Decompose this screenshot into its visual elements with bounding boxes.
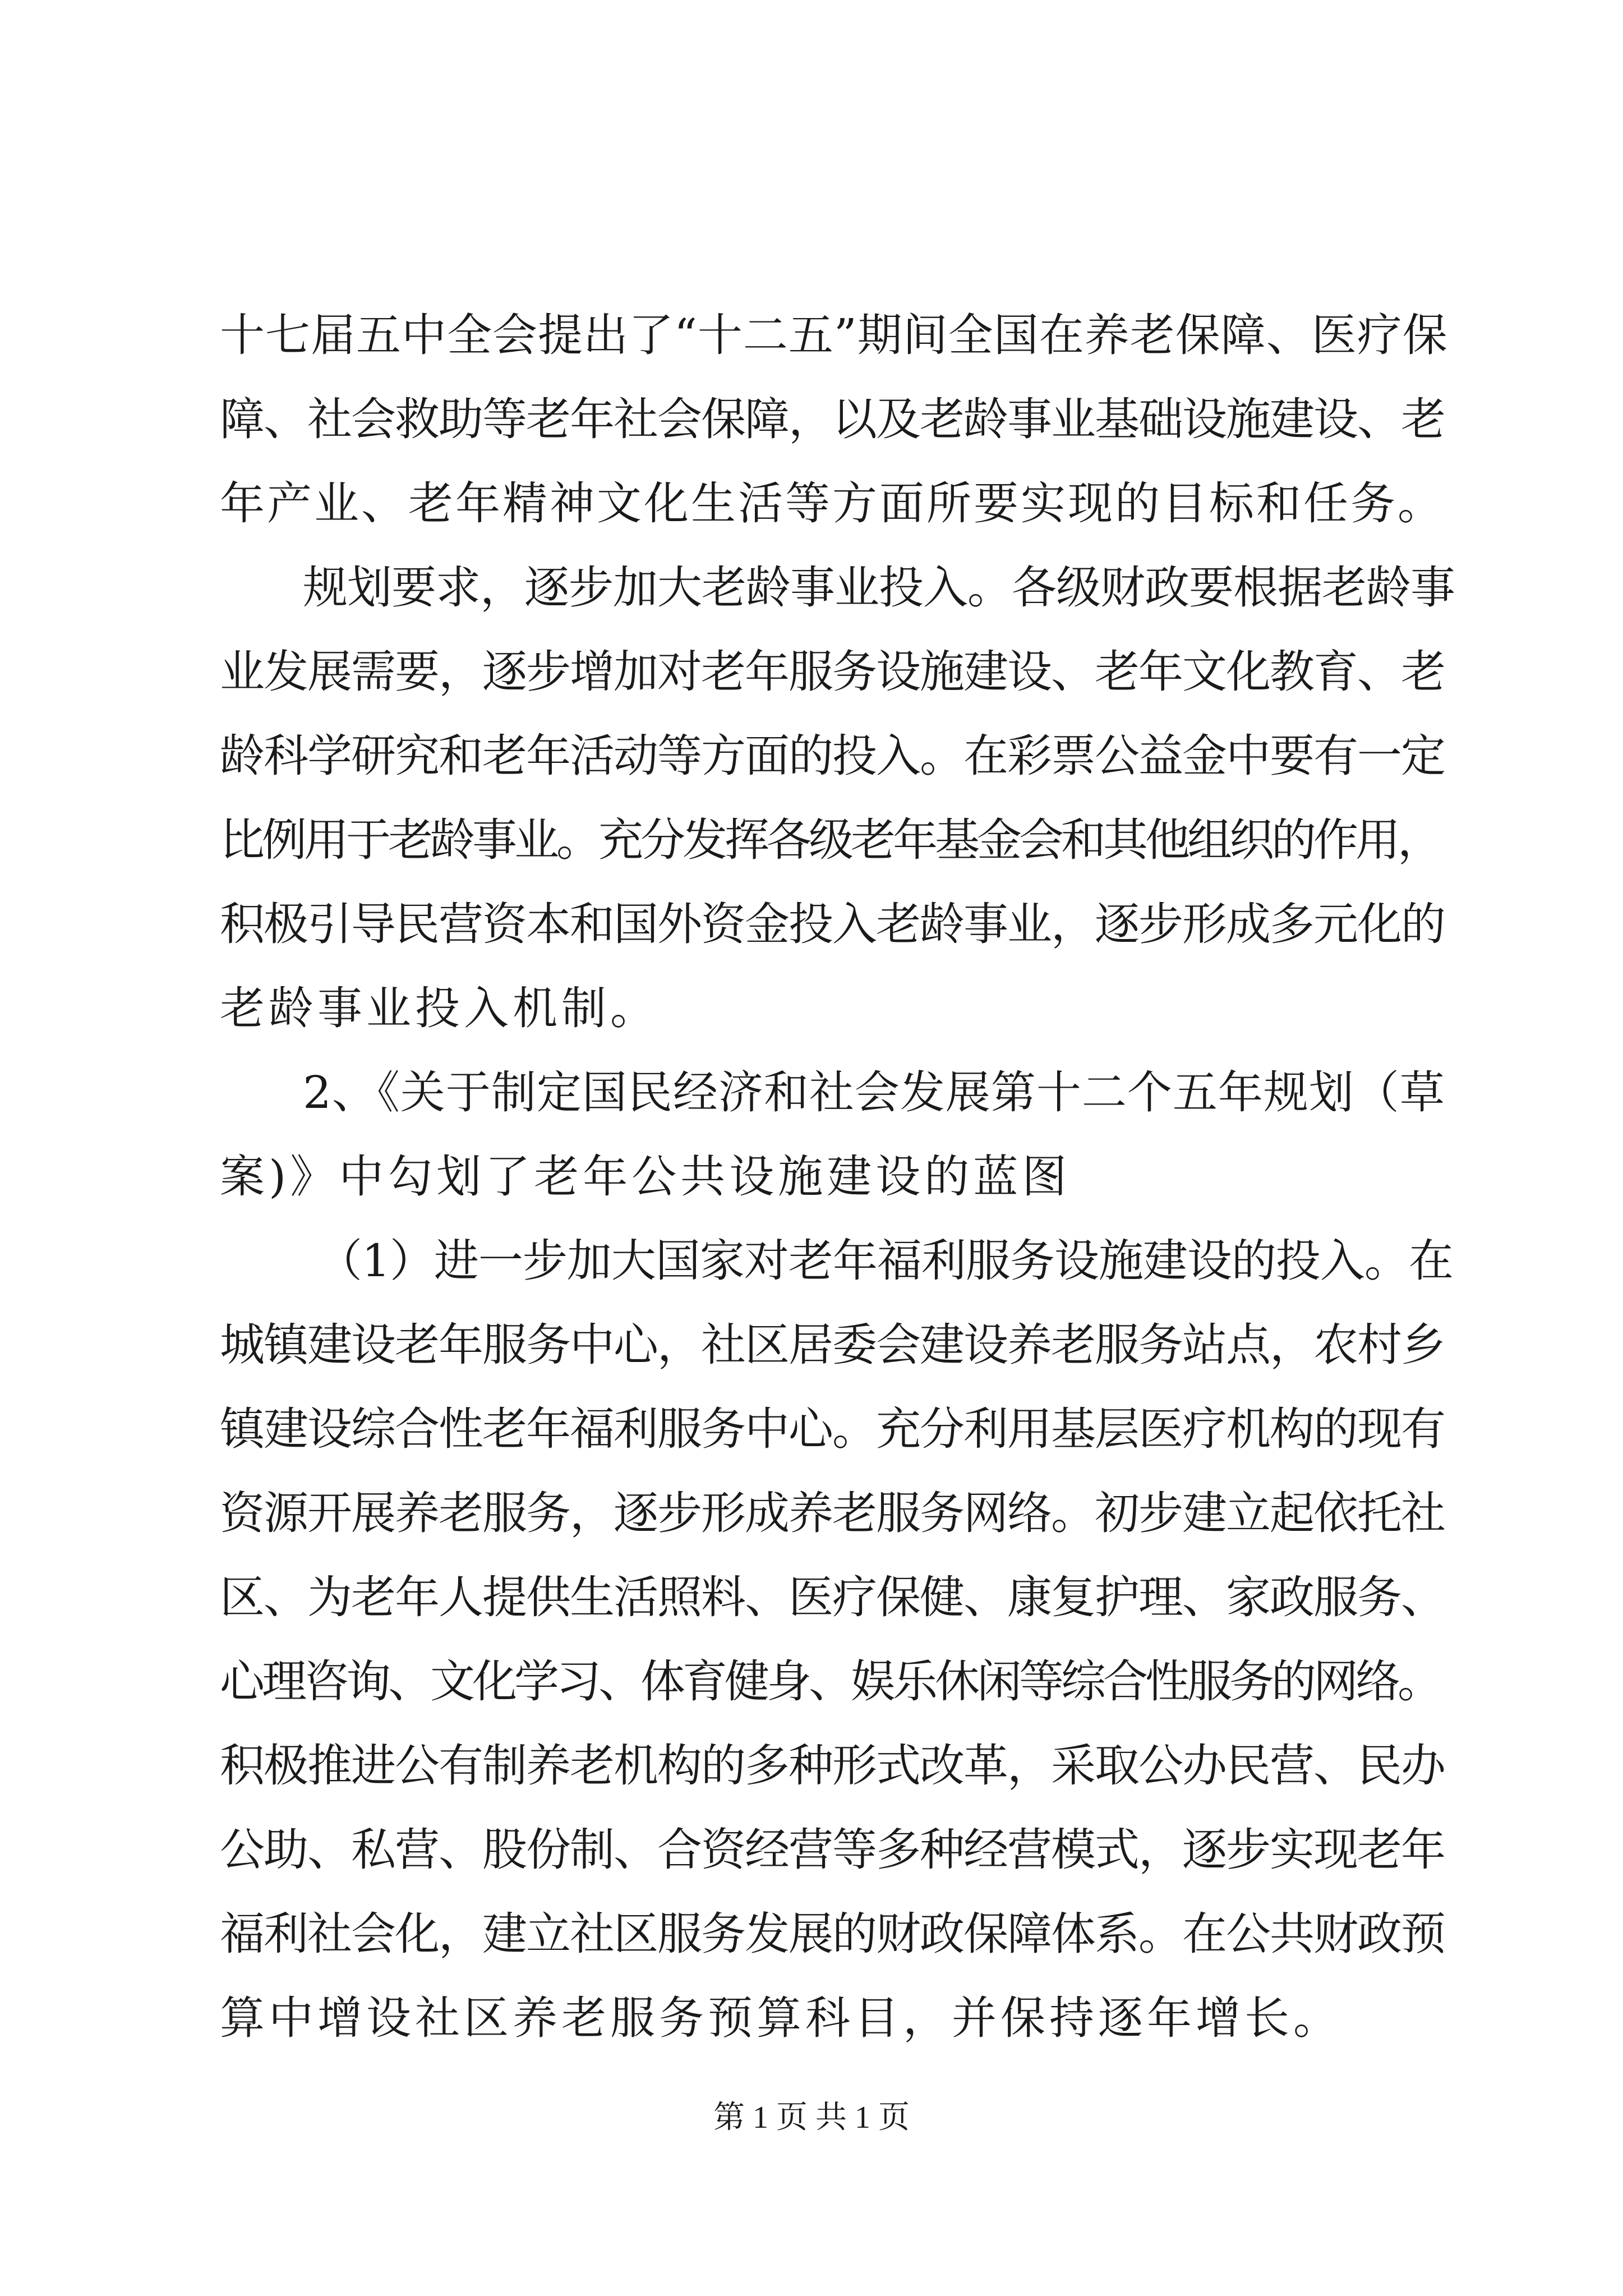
text-line: 年产业、老年精神文化生活等方面所要实现的目标和任务。 [220, 477, 1445, 530]
text-line: 心理咨询、文化学习、体育健身、娱乐休闲等综合性服务的网络。 [220, 1655, 1440, 1708]
text-line: 城镇建设老年服务中心，社区居委会建设养老服务站点，农村乡 [220, 1319, 1445, 1371]
text-line: 比例用于老龄事业。充分发挥各级老年基金会和其他组织的作用， [220, 814, 1440, 866]
text-line: 积极引导民营资本和国外资金投入老龄事业，逐步形成多元化的 [220, 898, 1445, 950]
text-line: 福利社会化，建立社区服务发展的财政保障体系。在公共财政预 [220, 1908, 1445, 1960]
text-line: 积极推进公有制养老机构的多种形式改革，采取公办民营、民办 [220, 1740, 1445, 1792]
text-line: 老龄事业投入机制。 [220, 982, 659, 1034]
text-line: 区、为老年人提供生活照料、医疗保健、康复护理、家政服务、 [220, 1571, 1445, 1623]
section-heading-line: 案)》中勾划了老年公共设施建设的蓝图 [220, 1151, 1071, 1203]
text-line: 龄科学研究和老年活动等方面的投入。在彩票公益金中要有一定 [220, 730, 1445, 782]
text-line: 业发展需要，逐步增加对老年服务设施建设、老年文化教育、老 [220, 646, 1445, 698]
text-line: 镇建设综合性老年福利服务中心。充分利用基层医疗机构的现有 [220, 1403, 1445, 1455]
text-line: 十七届五中全会提出了“十二五”期间全国在养老保障、医疗保 [220, 309, 1448, 361]
text-line: 障、社会救助等老年社会保障，以及老龄事业基础设施建设、老 [220, 393, 1445, 445]
text-line: 公助、私营、股份制、合资经营等多种经营模式，逐步实现老年 [220, 1824, 1445, 1876]
text-line: 资源开展养老服务，逐步形成养老服务网络。初步建立起依托社 [220, 1487, 1445, 1539]
page-number-footer: 第 1 页 共 1 页 [713, 2100, 910, 2135]
section-heading-line: 2、《关于制定国民经济和社会发展第十二个五年规划（草 [303, 1066, 1445, 1119]
paragraph-start-line: （1）进一步加大国家对老年福利服务设施建设的投入。在 [317, 1235, 1453, 1287]
text-line: 算中增设社区养老服务预算科目，并保持逐年增长。 [220, 1992, 1342, 2044]
paragraph-start-line: 规划要求，逐步加大老龄事业投入。各级财政要根据老龄事 [303, 562, 1455, 614]
